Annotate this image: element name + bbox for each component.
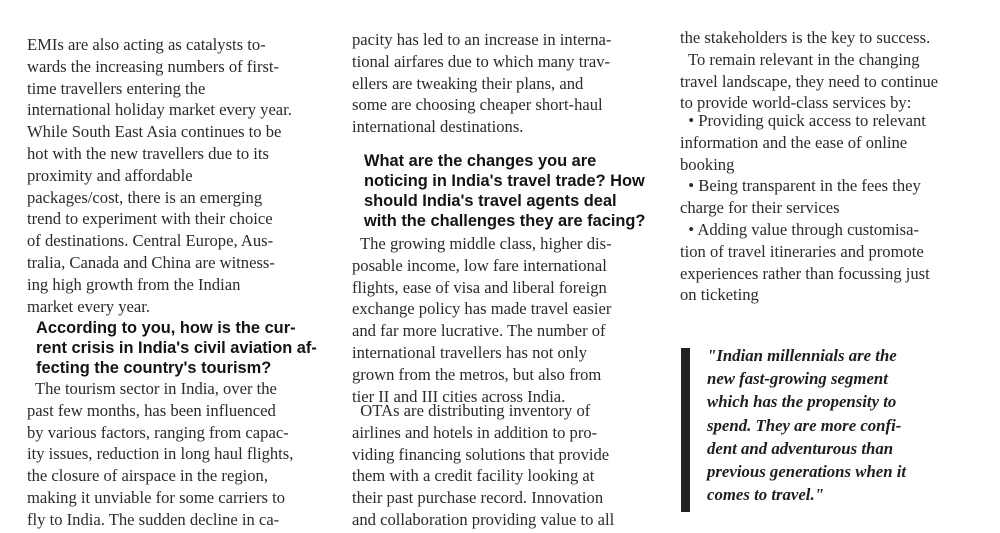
quote-line: comes to travel." (707, 485, 824, 505)
text-line: ellers are tweaking their plans, and (352, 73, 584, 93)
text-line: EMIs are also acting as catalysts to- (27, 35, 266, 54)
text-line: proximity and affordable (27, 165, 193, 185)
text-line: OTAs are distributing inventory of (352, 401, 591, 420)
question-line: with the challenges they are facing? (364, 212, 646, 230)
text-line: exchange policy has made travel easier (352, 299, 612, 319)
text-line: information and the ease of online (680, 132, 908, 152)
col3-bullet-list (680, 110, 930, 306)
text-line: pacity has led to an increase in interna- (352, 30, 612, 49)
text-line: viding financing solutions that provide (352, 444, 610, 464)
quote-line: dent and adventurous than (707, 438, 894, 458)
text-line: trend to experiment with their choice (27, 209, 273, 229)
quote-line: new fast-growing segment (707, 369, 888, 389)
col1-question-heading (36, 318, 317, 378)
pull-quote (707, 344, 987, 506)
col2-paragraph-2 (352, 233, 612, 407)
bullet-line: • Adding value through customisa- (680, 219, 920, 239)
text-line: hot with the new travellers due to its (27, 143, 269, 163)
text-line: airlines and hotels in addition to pro- (352, 422, 598, 442)
bullet-line: • Being transparent in the fees they (680, 176, 921, 196)
text-line: making it unviable for some carriers to (27, 487, 286, 507)
col2-question-heading (364, 151, 645, 231)
text-line: and far more lucrative. The number of (352, 321, 606, 341)
question-line: rent crisis in India's civil aviation af- (36, 339, 317, 357)
text-line: The growing middle class, higher dis- (352, 234, 612, 253)
text-line: tional airfares due to which many trav- (352, 51, 611, 71)
text-line: and collaboration providing value to all (352, 509, 615, 529)
text-line: to provide world-class services by: (680, 93, 912, 113)
text-line: The tourism sector in India, over the (27, 379, 277, 398)
pull-quote-bar (681, 348, 690, 512)
text-line: charge for their services (680, 198, 840, 218)
text-line: international holiday market every year. (27, 100, 292, 120)
text-line: on ticketing (680, 285, 759, 305)
text-line: their past purchase record. Innovation (352, 488, 604, 508)
quote-line: spend. They are more confi- (707, 415, 902, 435)
text-line: grown from the metros, but also from (352, 364, 602, 384)
col1-paragraph-1 (27, 34, 292, 317)
text-line: by various factors, ranging from capac- (27, 422, 289, 442)
col2-paragraph-1 (352, 29, 611, 138)
question-line: should India's travel agents deal (364, 192, 617, 210)
quote-line: "Indian millennials are the (707, 346, 897, 365)
col3-paragraph-1 (680, 27, 938, 114)
text-line: market every year. (27, 296, 151, 316)
text-line: international destinations. (352, 117, 524, 137)
text-line: them with a credit facility looking at (352, 466, 595, 486)
text-line: tralia, Canada and China are witness- (27, 252, 275, 272)
bullet-line: • Providing quick access to relevant (680, 111, 926, 130)
text-line: packages/cost, there is an emerging (27, 187, 263, 207)
text-line: travel landscape, they need to continue (680, 71, 939, 91)
text-line: While South East Asia continues to be (27, 122, 282, 142)
text-line: some are choosing cheaper short-haul (352, 95, 603, 115)
text-line: of destinations. Central Europe, Aus- (27, 231, 274, 251)
text-line: tier II and III cities across India. (352, 386, 566, 406)
col1-paragraph-2 (27, 378, 293, 531)
text-line: ity issues, reduction in long haul flights, (27, 444, 294, 464)
text-line: wards the increasing numbers of first- (27, 56, 280, 76)
text-line: time travellers entering the (27, 78, 206, 98)
text-line: ing high growth from the Indian (27, 274, 241, 294)
question-line: According to you, how is the cur- (36, 319, 296, 337)
text-line: the stakeholders is the key to success. (680, 28, 931, 47)
text-line: To remain relevant in the changing (680, 49, 920, 69)
col2-paragraph-3 (352, 400, 614, 531)
question-line: fecting the country's tourism? (36, 359, 272, 377)
text-line: experiences rather than focussing just (680, 263, 930, 283)
text-line: booking (680, 154, 735, 174)
text-line: the closure of airspace in the region, (27, 466, 268, 486)
text-line: posable income, low fare international (352, 255, 607, 275)
question-line: What are the changes you are (364, 152, 597, 170)
text-line: flights, ease of visa and liberal foreign (352, 277, 607, 297)
text-line: fly to India. The sudden decline in ca- (27, 509, 280, 529)
text-line: past few months, has been influenced (27, 400, 276, 420)
text-line: tion of travel itineraries and promote (680, 241, 924, 261)
quote-line: previous generations when it (707, 462, 907, 482)
question-line: noticing in India's travel trade? How (364, 172, 645, 190)
quote-line: which has the propensity to (707, 392, 897, 412)
text-line: international travellers has not only (352, 342, 588, 362)
